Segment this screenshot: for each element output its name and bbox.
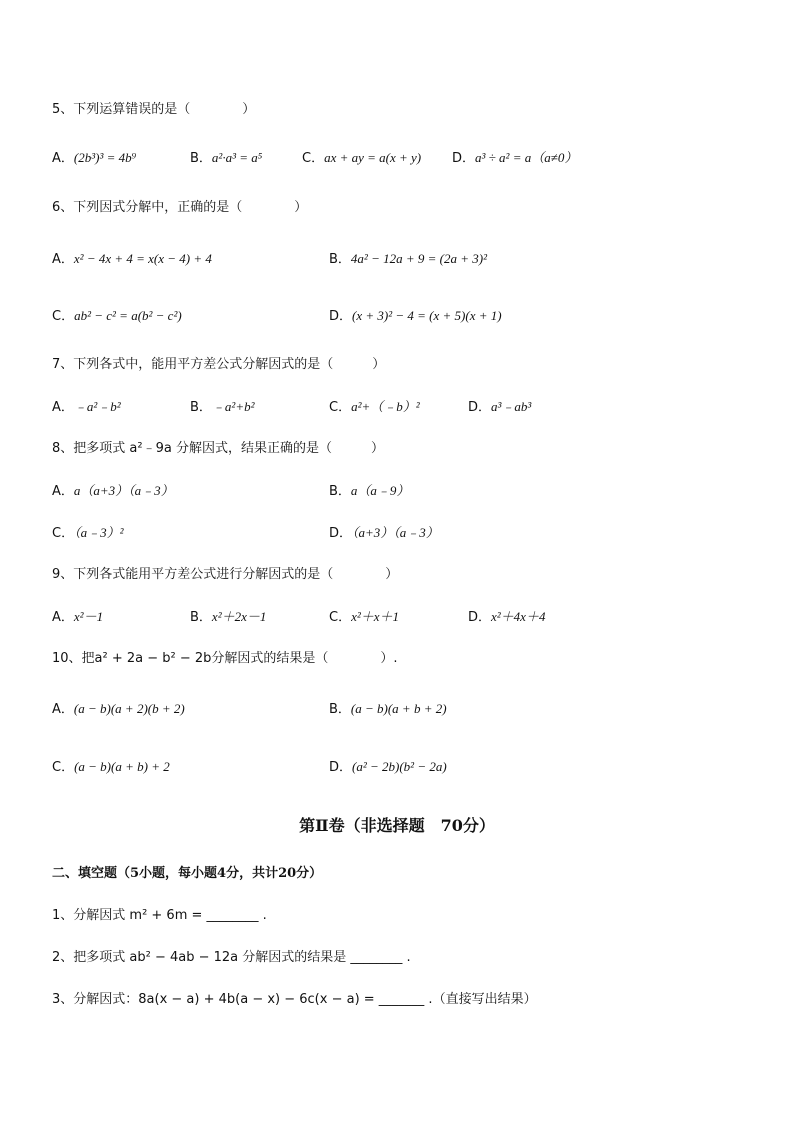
question-7-option-a[interactable]: A．﹣a²﹣b²: [52, 399, 121, 415]
question-7-option-b[interactable]: B．﹣a²+b²: [190, 399, 255, 415]
question-8-option-b[interactable]: B．a（a﹣9）: [329, 483, 410, 499]
question-6-stem: 6、下列因式分解中，正确的是（ ）: [52, 200, 308, 215]
question-5-option-d[interactable]: D．a³ ÷ a² = a（a≠0）: [452, 150, 578, 166]
question-10-option-a[interactable]: A．(a − b)(a + 2)(b + 2): [52, 701, 185, 717]
fill-blank-3: 3、分解因式：8a(x − a) + 4b(a − x) − 6c(x − a) = _______ .（直接写出结果）: [52, 992, 537, 1007]
question-8-option-d[interactable]: D．（a+3）（a﹣3）: [329, 525, 439, 541]
section-subtitle: 二、填空题（5小题，每小题4分，共计20分）: [52, 866, 323, 881]
question-7-stem: 7、下列各式中，能用平方差公式分解因式的是（ ）: [52, 357, 386, 372]
question-7-option-c[interactable]: C．a²+（﹣b）²: [329, 399, 420, 415]
question-10-stem: 10、把a² + 2a − b² − 2b分解因式的结果是（ ）.: [52, 651, 398, 666]
question-5-option-a[interactable]: A．(2b³)³ = 4b⁹: [52, 150, 137, 166]
section-title: 第Ⅱ卷（非选择题 70分）: [299, 816, 495, 835]
fill-blank-2: 2、把多项式 ab² − 4ab − 12a 分解因式的结果是 ________ .: [52, 950, 411, 965]
question-5-stem: 5、下列运算错误的是（ ）: [52, 102, 256, 117]
question-8-option-c[interactable]: C．（a﹣3）²: [52, 525, 124, 541]
question-5-option-b[interactable]: B．a²·a³ = a⁵: [190, 150, 263, 166]
question-9-option-b[interactable]: B．x²＋2x－1: [190, 609, 267, 625]
question-5-option-c[interactable]: C．ax + ay = a(x + y): [302, 150, 422, 166]
question-6-option-c[interactable]: C．ab² − c² = a(b² − c²): [52, 308, 182, 324]
question-9-stem: 9、下列各式能用平方差公式进行分解因式的是（ ）: [52, 567, 399, 582]
question-9-option-d[interactable]: D．x²＋4x＋4: [468, 609, 546, 625]
question-8-option-a[interactable]: A．a（a+3）（a﹣3）: [52, 483, 174, 499]
question-6-option-a[interactable]: A．x² − 4x + 4 = x(x − 4) + 4: [52, 251, 212, 267]
question-9-option-c[interactable]: C．x²＋x＋1: [329, 609, 400, 625]
question-6-option-d[interactable]: D．(x + 3)² − 4 = (x + 5)(x + 1): [329, 308, 502, 324]
question-10-option-d[interactable]: D．(a² − 2b)(b² − 2a): [329, 759, 447, 775]
fill-blank-1: 1、分解因式 m² + 6m = ________ .: [52, 908, 267, 923]
question-8-stem: 8、把多项式 a²﹣9a 分解因式，结果正确的是（ ）: [52, 441, 384, 456]
question-10-option-b[interactable]: B．(a − b)(a + b + 2): [329, 701, 447, 717]
question-6-option-b[interactable]: B．4a² − 12a + 9 = (2a + 3)²: [329, 251, 487, 267]
question-10-option-c[interactable]: C．(a − b)(a + b) + 2: [52, 759, 170, 775]
question-9-option-a[interactable]: A．x²－1: [52, 609, 104, 625]
question-7-option-d[interactable]: D．a³﹣ab³: [468, 399, 532, 415]
